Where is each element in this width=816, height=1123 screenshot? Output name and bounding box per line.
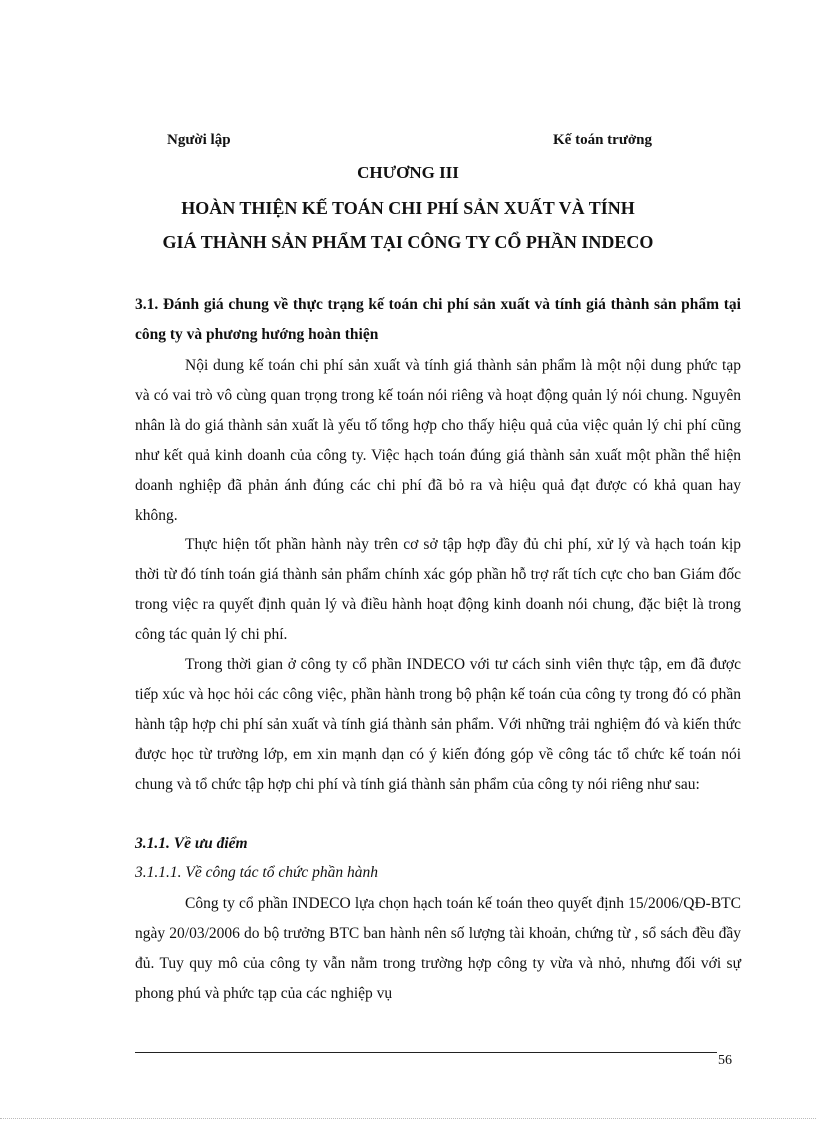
signature-row xyxy=(0,132,816,154)
chapter-title: CHƯƠNG III xyxy=(357,163,459,182)
section-3-1-heading: 3.1. Đánh giá chung về thực trạng kế toán chi phí sản xuất và tính giá thành sản phẩm tại công ty và phương hướng hoàn thiện xyxy=(135,296,741,343)
preparer-label: Người lập xyxy=(167,132,231,148)
paragraph-4: Công ty cổ phần INDECO lựa chọn hạch toán kế toán theo quyết định 15/2006/QĐ-BTC ngày 20/03/2006 do bộ trưởng BTC ban hành nên số lượng tài khoản, chứng từ , sổ sách đều đầy đủ. Tuy quy mô của công ty vẫn nằm trong trường hợp công ty vừa và nhỏ, nhưng đối với sự phong phú và phức tạp của các nghiệp vụ xyxy=(135,895,741,1002)
subsection-3-1-1-1-heading: 3.1.1.1. Về công tác tổ chức phần hành xyxy=(135,864,379,881)
chief-accountant-label: Kế toán trưởng xyxy=(553,132,652,148)
page-bottom-border xyxy=(0,1118,816,1119)
page-number: 56 xyxy=(718,1053,732,1068)
footer-divider xyxy=(135,1052,717,1053)
chapter-heading-line-2: GIÁ THÀNH SẢN PHẨM TẠI CÔNG TY CỔ PHẦN INDECO xyxy=(162,232,654,252)
paragraph-3: Trong thời gian ở công ty cổ phần INDECO với tư cách sinh viên thực tập, em đã được tiếp xúc và học hỏi các công việc, phần hành trong bộ phận kế toán của công ty trong đó có phần hành tập hợp chi phí sản xuất và tính giá thành sản phẩm. Với những trải nghiệm đó và kiến thức được học từ trường lớp, em xin mạnh dạn có ý kiến đóng góp về công tác tổ chức kế toán nói chung và tổ chức tập hợp chi phí và tính giá thành sản phẩm của công ty nói riêng như sau: xyxy=(135,656,741,793)
paragraph-2: Thực hiện tốt phần hành này trên cơ sở tập hợp đầy đủ chi phí, xử lý và hạch toán kịp thời từ đó tính toán giá thành sản phẩm chính xác góp phần hỗ trợ rất tích cực cho ban Giám đốc trong việc ra quyết định quản lý và điều hành hoạt động kinh doanh nói chung, đặc biệt là trong công tác quản lý chi phí. xyxy=(135,536,741,643)
chapter-heading-line-1: HOÀN THIỆN KẾ TOÁN CHI PHÍ SẢN XUẤT VÀ TÍNH xyxy=(181,198,635,218)
subsection-3-1-1-heading: 3.1.1. Về ưu điểm xyxy=(135,835,248,852)
paragraph-1: Nội dung kế toán chi phí sản xuất và tính giá thành sản phẩm là một nội dung phức tạp và có vai trò vô cùng quan trọng trong kế toán nói riêng và hoạt động quản lý nói chung. Nguyên nhân là do giá thành sản xuất là yếu tố tổng hợp cho thấy hiệu quả của việc quản lý chi phí cũng như kết quả kinh doanh của công ty. Việc hạch toán đúng giá thành sản xuất một phần thể hiện doanh nghiệp đã phản ánh đúng các chi phí đã bỏ ra và hiệu quả đạt được có khả quan hay không. xyxy=(135,357,741,524)
